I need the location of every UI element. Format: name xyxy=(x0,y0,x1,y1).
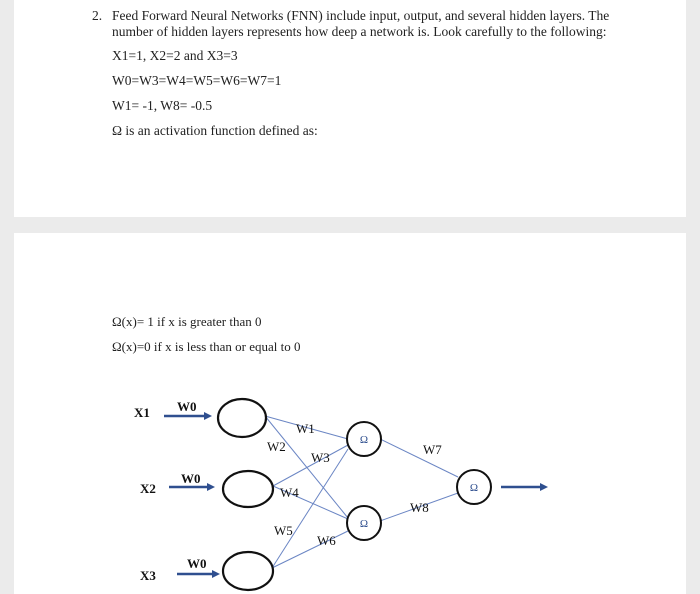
definition-card xyxy=(14,233,686,594)
question-text-line-1: Feed Forward Neural Networks (FNN) include input, output, and several hidden layers. The xyxy=(112,8,610,23)
network-diagram xyxy=(14,233,686,594)
input-label-x2: X2 xyxy=(140,481,156,496)
input-values: X1=1, X2=2 and X3=3 xyxy=(112,48,238,63)
question-text-line-2: number of hidden layers represents how deep a network is. Look carefully to the following: xyxy=(112,24,607,39)
edge-label-w2: W2 xyxy=(267,439,286,454)
input-label-x1: X1 xyxy=(134,405,150,420)
edge-label-w8: W8 xyxy=(410,500,429,515)
weights-equal-one: W0=W3=W4=W5=W6=W7=1 xyxy=(112,73,282,88)
edge-label-w6: W6 xyxy=(317,533,336,548)
input-weight-label-1: W0 xyxy=(177,399,197,414)
output-arrowhead xyxy=(540,483,548,491)
weights-other: W1= -1, W8= -0.5 xyxy=(112,98,213,113)
edge-label-w1: W1 xyxy=(296,421,315,436)
edge-label-w3: W3 xyxy=(311,450,330,465)
question-number: 2. xyxy=(92,8,103,23)
input-node-1 xyxy=(218,399,266,437)
input-node-2 xyxy=(223,471,273,507)
input-node-3 xyxy=(223,552,273,590)
edge-w7 xyxy=(380,439,458,477)
activation-rule-positive: Ω(x)= 1 if x is greater than 0 xyxy=(112,314,262,329)
input-label-x3: X3 xyxy=(140,568,156,583)
input-arrowhead-x2 xyxy=(207,483,215,491)
input-weight-label-2: W0 xyxy=(181,471,201,486)
question-card xyxy=(14,0,686,217)
input-arrowhead-x1 xyxy=(204,412,212,420)
hidden-node-1-symbol: Ω xyxy=(359,434,369,446)
edge-label-w5: W5 xyxy=(274,523,293,538)
edge-label-w7: W7 xyxy=(423,442,442,457)
activation-intro: Ω is an activation function defined as: xyxy=(112,123,318,138)
output-node-symbol: Ω xyxy=(469,482,479,494)
input-arrowhead-x3 xyxy=(212,570,220,578)
edge-w5 xyxy=(272,449,348,568)
hidden-node-2-symbol: Ω xyxy=(359,518,369,530)
input-weight-label-3: W0 xyxy=(187,556,207,571)
edge-label-w4: W4 xyxy=(280,485,299,500)
activation-rule-nonpositive: Ω(x)=0 if x is less than or equal to 0 xyxy=(112,339,301,354)
